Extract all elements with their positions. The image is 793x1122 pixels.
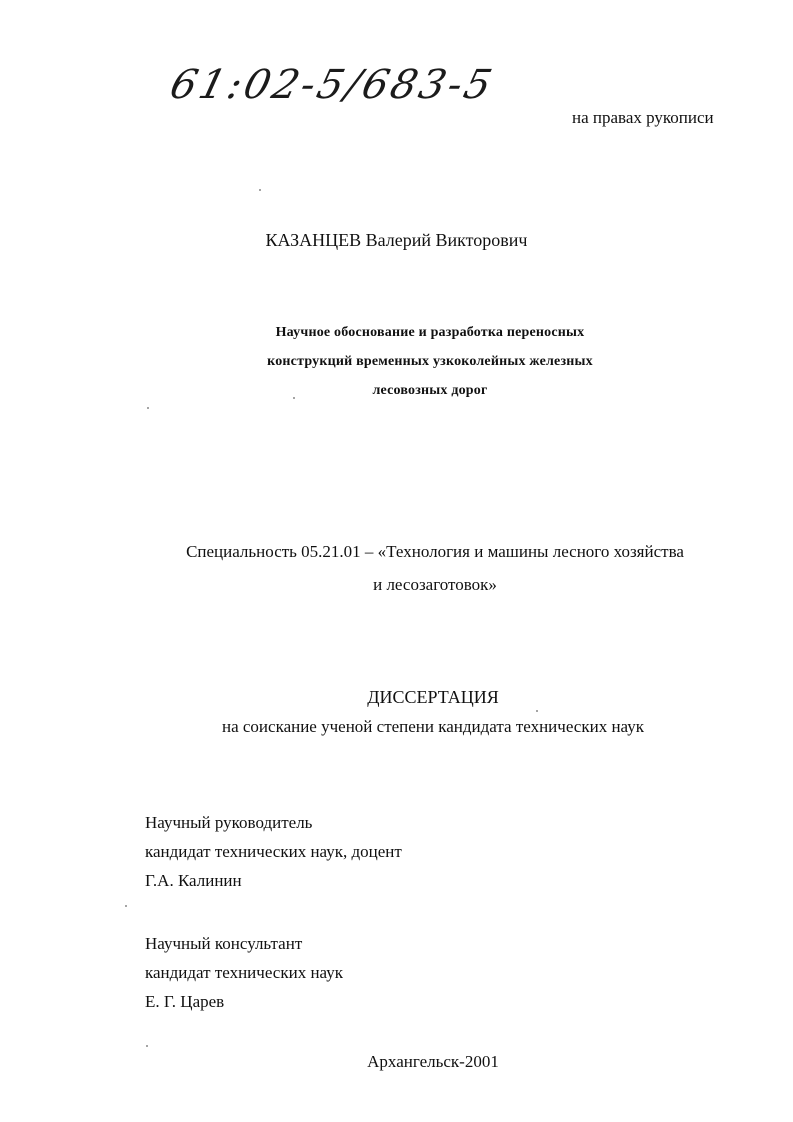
archive-code-handwritten: 61:02-5/683-5 <box>165 62 500 108</box>
author-surname: КАЗАНЦЕВ <box>265 230 362 250</box>
supervisor-degree: кандидат технических наук, доцент <box>145 842 402 861</box>
specialty-line-1: Специальность 05.21.01 – «Технология и машины лесного хозяйства <box>186 542 684 561</box>
author-given-names: Валерий Викторович <box>365 230 528 250</box>
place-and-year: Архангельск-2001 <box>367 1052 499 1071</box>
dissertation-heading: ДИССЕРТАЦИЯ <box>367 687 499 707</box>
scan-speck <box>293 397 295 399</box>
specialty-line-2: и лесозаготовок» <box>373 575 497 594</box>
consultant-degree: кандидат технических наук <box>145 963 343 982</box>
consultant-block <box>145 929 343 1016</box>
dissertation-title <box>80 318 780 405</box>
rights-note: на правах рукописи <box>572 108 714 127</box>
supervisor-name: Г.А. Калинин <box>145 871 242 890</box>
supervisor-block <box>145 808 402 895</box>
dissertation-subheading: на соискание ученой степени кандидата технических наук <box>221 717 644 736</box>
scan-speck <box>125 905 127 907</box>
consultant-name: Е. Г. Царев <box>145 992 225 1011</box>
title-line-3: лесовозных дорог <box>372 383 488 398</box>
scan-speck <box>146 1045 148 1047</box>
scan-speck <box>536 710 538 712</box>
supervisor-role: Научный руководитель <box>145 813 313 832</box>
title-line-1: Научное обоснование и разработка переносных <box>275 325 585 340</box>
scan-speck <box>259 189 261 191</box>
specialty <box>40 535 793 601</box>
scan-speck <box>147 407 149 409</box>
title-line-2: конструкций временных узкоколейных железных <box>267 354 593 369</box>
consultant-role: Научный консультант <box>145 934 303 953</box>
author-name <box>0 230 793 251</box>
